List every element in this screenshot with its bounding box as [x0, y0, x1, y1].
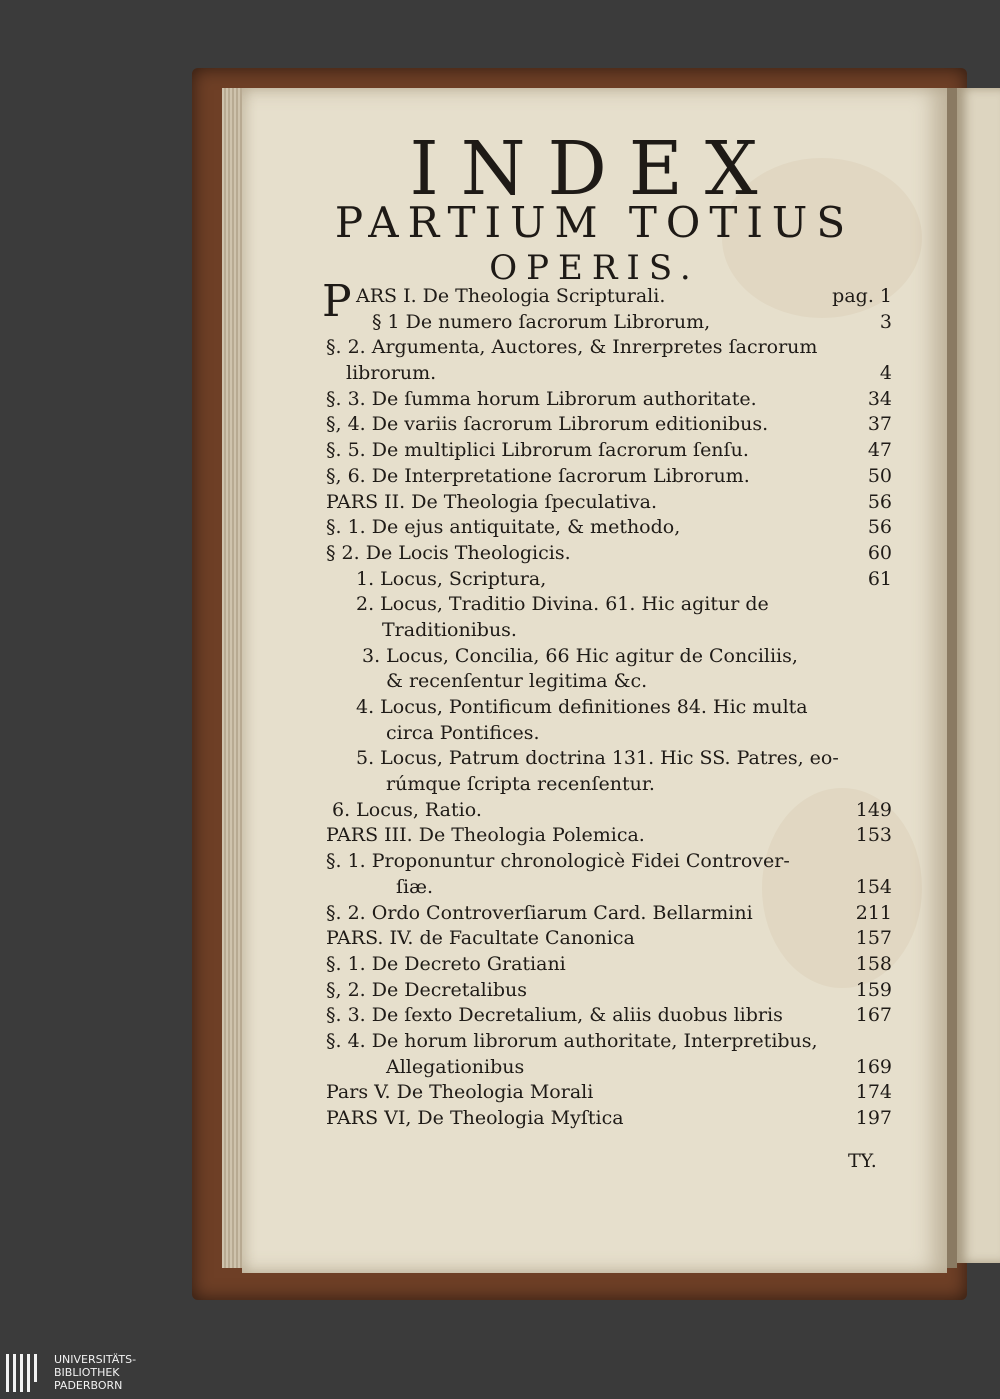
- index-entry: [326, 695, 892, 721]
- entry-text: 6. Locus, Ratio.: [332, 798, 482, 821]
- entry-text: 5. Locus, Patrum doctrina 131. Hic SS. Patres, eo-: [356, 747, 839, 770]
- index-entry: [326, 772, 892, 798]
- entry-text: §. 1. De Decreto Gratiani: [326, 952, 566, 975]
- entry-page-number: 174: [855, 1081, 892, 1104]
- entry-text: Traditionibus.: [382, 618, 517, 641]
- index-entry: [326, 798, 892, 824]
- entry-text: 1. Locus, Scriptura,: [356, 567, 547, 590]
- title-operis: OPERIS.: [489, 248, 700, 288]
- index-entry: [326, 849, 892, 875]
- entry-page-number: 61: [867, 567, 892, 590]
- index-entry: [326, 361, 892, 387]
- index-entry: [326, 952, 892, 978]
- library-footer: [0, 1350, 1000, 1399]
- entry-text: §. 1. De ejus antiquitate, & methodo,: [326, 516, 681, 539]
- index-entry: [326, 387, 892, 413]
- library-name-line1: UNIVERSITÄTS-: [54, 1353, 137, 1366]
- entry-text: ſiæ.: [396, 875, 434, 898]
- entry-page-number: 197: [855, 1107, 892, 1129]
- index-entry: [326, 310, 892, 336]
- index-entry: [326, 978, 892, 1004]
- index-entry: [326, 875, 892, 901]
- index-entry: [326, 464, 892, 490]
- entry-page-number: 149: [855, 798, 892, 821]
- entry-page-number: 159: [855, 978, 892, 1001]
- entry-text: §. 1. Proponuntur chronologicè Fidei Controver-: [326, 850, 790, 873]
- index-entry: [326, 1080, 892, 1106]
- entry-text: circa Pontifices.: [386, 721, 540, 744]
- index-entry: [326, 567, 892, 593]
- entry-page-number: 154: [855, 875, 892, 898]
- entry-text: librorum.: [346, 362, 437, 385]
- index-entry: [326, 926, 892, 952]
- entry-text: 2. Locus, Traditio Divina. 61. Hic agitur de: [356, 593, 769, 616]
- entry-page-number: 153: [855, 824, 892, 847]
- index-entry: [326, 618, 892, 644]
- entry-page-number: 37: [867, 413, 892, 436]
- index-entry: [326, 592, 892, 618]
- index-entry: [326, 669, 892, 695]
- entry-page-number: 167: [855, 1004, 892, 1027]
- entry-text: PARS III. De Theologia Polemica.: [326, 824, 645, 847]
- index-entry: [326, 541, 892, 567]
- entry-text: §. 4. De horum librorum authoritate, Interpretibus,: [326, 1029, 818, 1052]
- index-entry: [326, 412, 892, 438]
- entry-page-number: 56: [867, 490, 892, 513]
- library-name-line2: BIBLIOTHEK: [54, 1366, 120, 1379]
- entry-text: Allegationibus: [386, 1055, 525, 1078]
- entry-text: §. 3. De ſexto Decretalium, & aliis duobus libris: [326, 1004, 783, 1027]
- entry-page-number: 56: [867, 516, 892, 539]
- index-entries: [322, 276, 892, 1132]
- entry-page-number: 169: [855, 1055, 892, 1078]
- index-entry: [326, 438, 892, 464]
- entry-text: 4. Locus, Pontificum definitiones 84. Hic multa: [356, 696, 808, 718]
- entry-page-number: 211: [855, 901, 892, 924]
- entry-text: ARS I. De Theologia Scripturali.: [356, 285, 666, 307]
- entry-text: §. 5. De multiplici Librorum ſacrorum ſenſu.: [326, 439, 749, 462]
- entry-page-number: 47: [867, 439, 892, 462]
- index-entry: [326, 721, 892, 747]
- entry-page-number: 3: [879, 310, 892, 333]
- index-entry: [326, 1029, 892, 1055]
- title-index: INDEX: [409, 126, 780, 212]
- entry-page-number: 4: [879, 362, 892, 385]
- index-entry: [326, 823, 892, 849]
- catchword: TY.: [848, 1150, 877, 1172]
- entry-text: PARS II. De Theologia ſpeculativa.: [326, 490, 657, 513]
- entry-text: § 1 De numero ſacrorum Librorum,: [372, 310, 711, 333]
- entry-text: §. 2. Argumenta, Auctores, & Inrerpretes ſacrorum: [326, 336, 818, 359]
- title-partium-totius: PARTIUM TOTIUS: [334, 198, 855, 247]
- entry-text: PARS. IV. de Facultate Canonica: [326, 927, 635, 950]
- book-gutter: [947, 88, 957, 1268]
- index-entry: [326, 1106, 892, 1132]
- index-entry: [326, 746, 892, 772]
- entry-text: § 2. De Locis Theologicis.: [326, 541, 571, 564]
- index-entry: [326, 901, 892, 927]
- book-page: [242, 88, 947, 1273]
- library-name-line3: PADERBORN: [54, 1379, 123, 1392]
- drop-cap: P: [322, 276, 352, 327]
- entry-text: Pars V. De Theologia Morali: [326, 1081, 594, 1104]
- entry-text: 3. Locus, Concilia, 66 Hic agitur de Conciliis,: [362, 644, 798, 667]
- entry-text: §. 3. De ſumma horum Librorum authoritate.: [326, 387, 757, 410]
- index-entry: [326, 490, 892, 516]
- index-entry: [326, 515, 892, 541]
- entry-page-number: 60: [867, 541, 892, 564]
- entry-page-number: 158: [855, 952, 892, 975]
- index-entry: [326, 335, 892, 361]
- entry-text: §, 2. De Decretalibus: [326, 978, 527, 1001]
- entry-text: §, 4. De variis ſacrorum Librorum editionibus.: [326, 413, 769, 436]
- entry-page-number: 157: [855, 927, 892, 950]
- library-name: [54, 1353, 136, 1392]
- index-entry: [326, 1003, 892, 1029]
- entry-page-number: 50: [867, 464, 892, 487]
- entry-page-number: 34: [867, 387, 892, 410]
- facing-page: [957, 88, 1000, 1263]
- library-logo-icon: [6, 1354, 46, 1394]
- entry-text: §, 6. De Interpretatione ſacrorum Librorum.: [326, 464, 750, 487]
- index-entry: [326, 644, 892, 670]
- entry-text: & recenſentur legitima &c.: [386, 670, 648, 693]
- entry-text: §. 2. Ordo Controverſiarum Card. Bellarmini: [326, 901, 753, 924]
- entry-page-number: pag. 1: [832, 285, 892, 307]
- entry-text: rúmque ſcripta recenſentur.: [386, 773, 655, 796]
- entry-text: PARS VI, De Theologia Myſtica: [326, 1107, 624, 1129]
- index-entry: [326, 1055, 892, 1081]
